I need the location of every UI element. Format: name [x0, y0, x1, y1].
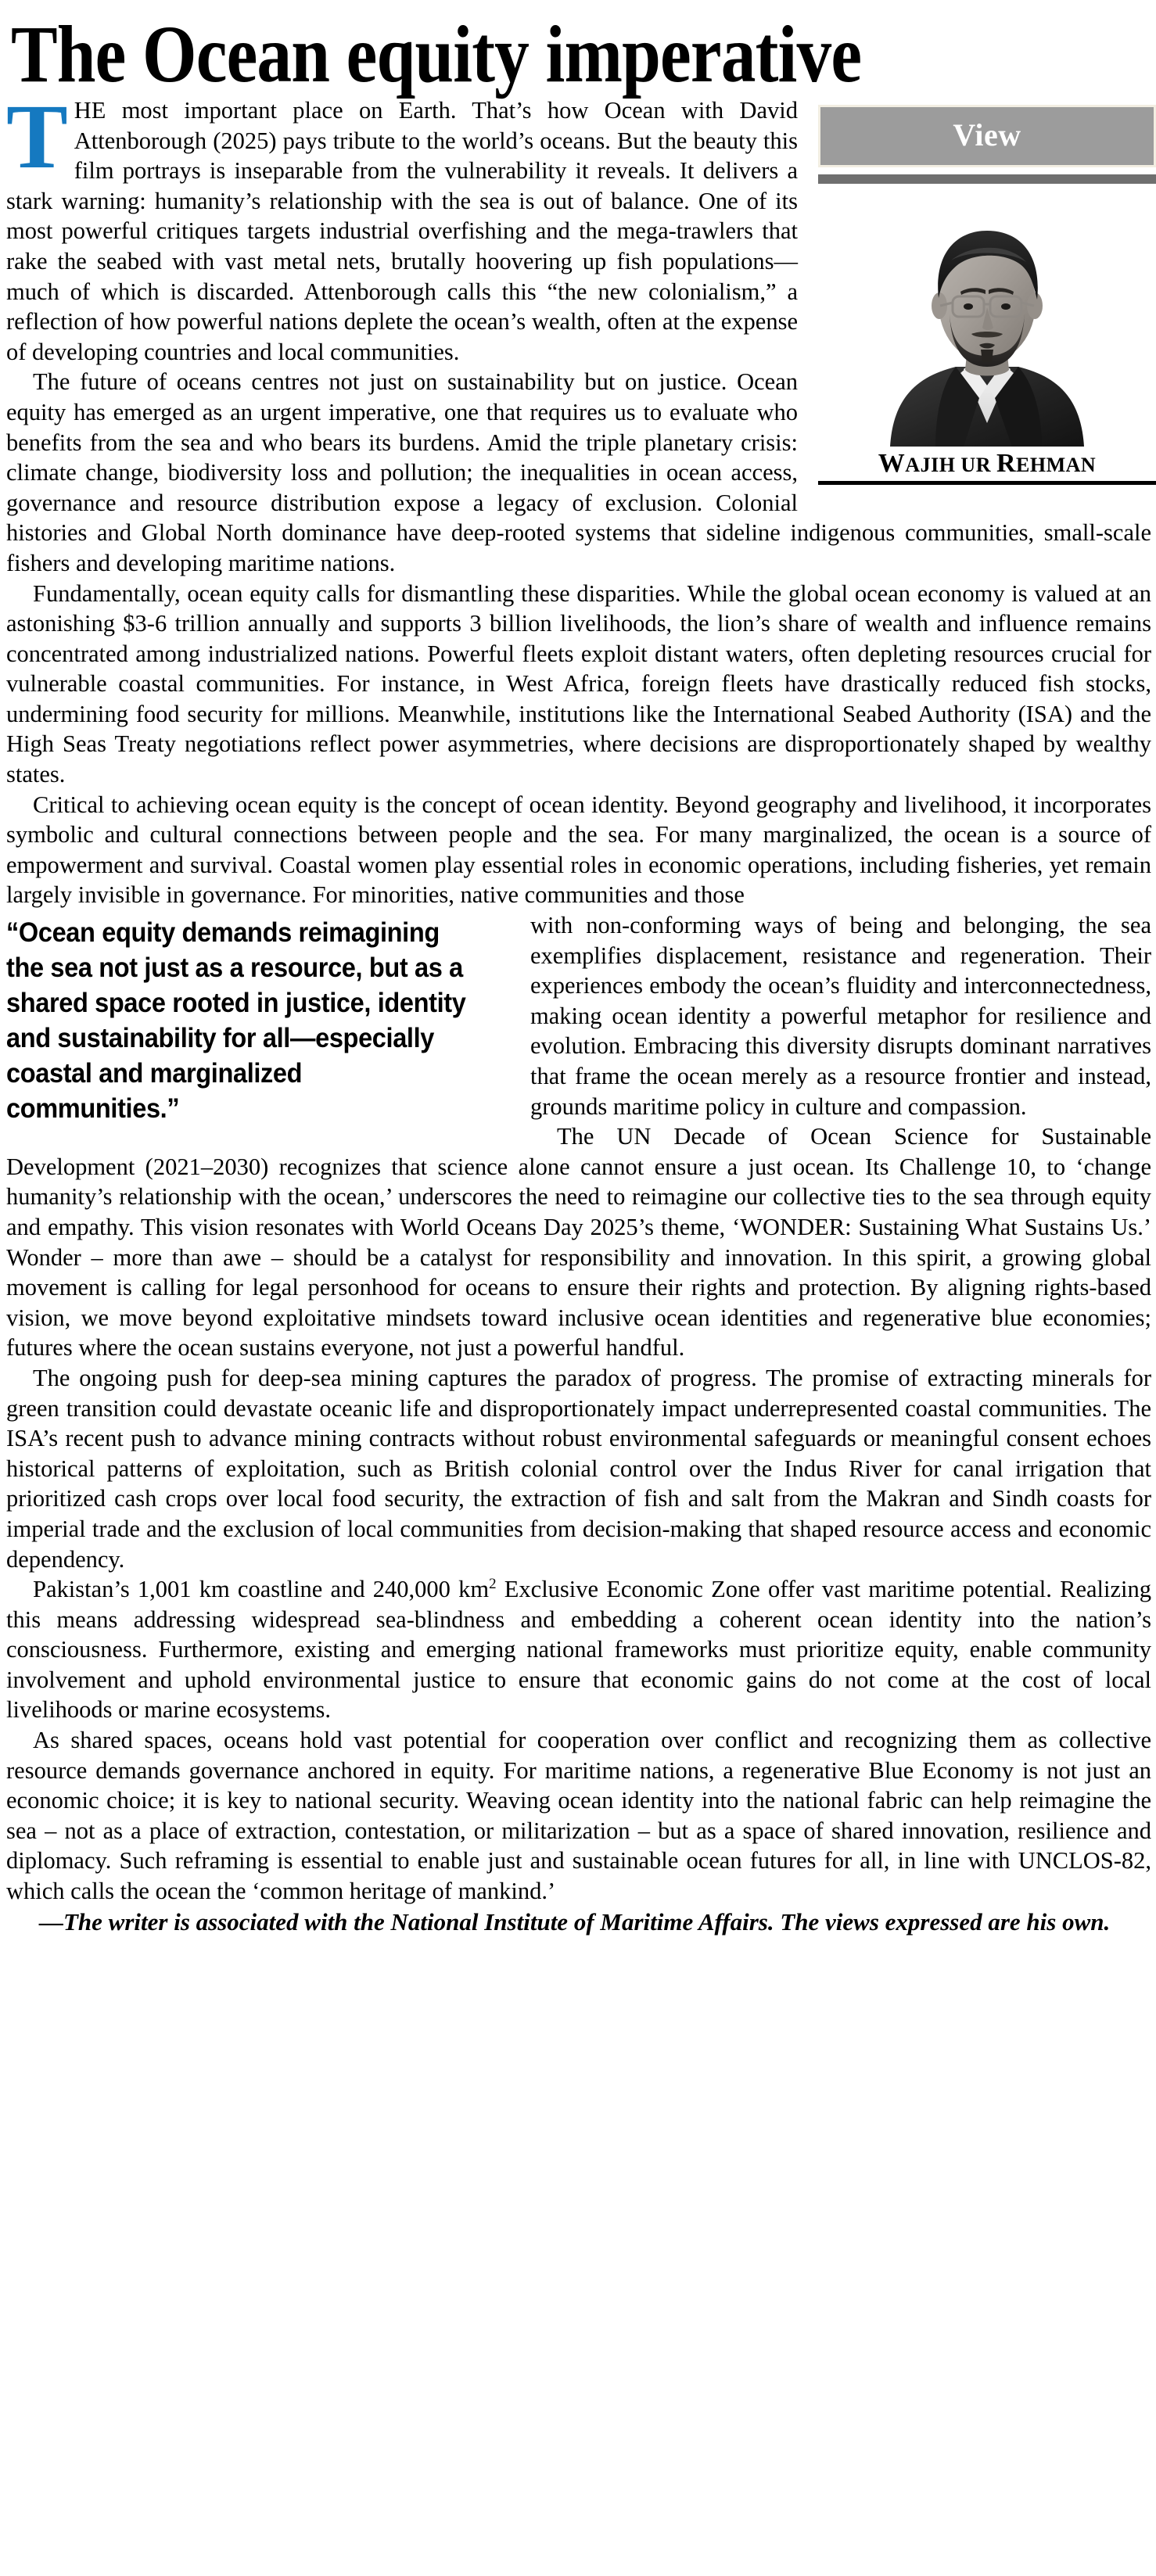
- paragraph-8-part-1: Pakistan’s 1,001 km coastline and 240,000 km: [33, 1576, 490, 1603]
- author-name-rest-1: AJIH UR: [905, 454, 996, 476]
- paragraph-9: As shared spaces, oceans hold vast potential for cooperation over conflict and recognizing them as collective resource demands governance anchored in equity. For maritime nations, a regenerative Blue Economy is not just an economic choice; it is key to national security. Weaving ocean identity into the national fabric can help reimagine the sea – not as a place of extraction, contestation, or militarization – but as a space of shared innovation, resilience and diplomacy. Such reframing is essential to enable just and sustainable ocean futures for all, in line with UNCLOS-82, which calls the ocean the ‘common heritage of mankind.’: [6, 1727, 1151, 1905]
- view-banner-frame: [818, 105, 1156, 167]
- paragraph-2: The future of oceans centres not just on sustainability but on justice. Ocean equity has emerged as an urgent imperative, one that requires us to evaluate who benefits from the sea and who bears its burdens. Amid the triple planetary crisis: climate change, biodiversity loss and pollution; the inequalities in ocean access, governance and resource distribution expose a legacy of exclusion. Colonial histories and Global North dominance have deep-rooted systems that sideline indigenous communities, small-scale fishers and developing maritime nations.: [6, 368, 1151, 576]
- paragraph-7: The ongoing push for deep-sea mining captures the paradox of progress. The promise of extracting minerals for green transition could devastate oceanic life and disproportionately impact underrepresented coastal communities. The ISA’s recent push to advance mining contracts without robust environmental safeguards or meaningful consent echoes historical patterns of exploitation, such as British colonial control over the Indus River for canal irrigation that prioritized cash crops over local food security, the extraction of fish and salt from the Makran and Sindh coasts for imperial trade and the exclusion of local communities from decision-making that shaped resource access and economic dependency.: [6, 1364, 1151, 1573]
- paragraph-8: [6, 1574, 1151, 1725]
- paragraph-1-text: HE most important place on Earth. That’s how Ocean with David Attenborough (2025) pays tribute to the world’s oceans. But the beauty this film portrays is inseparable from the vulnerability it reveals. It delivers a stark warning: humanity’s relationship with the sea is out of balance. One of its most powerful critiques targets industrial overfishing and the mega-trawlers that rake the seabed with vast metal nets, brutally hoovering up fish populations—much of which is discarded. Attenborough calls this “the new colonialism,” a reflection of how powerful nations deplete the ocean’s wealth, often at the expense of developing countries and local communities.: [6, 97, 798, 365]
- paragraph-4: Critical to achieving ocean equity is the concept of ocean identity. Beyond geography and livelihood, it incorporates symbolic and cultural connections between people and the sea. For many marginalized, the ocean is a source of empowerment and survival. Coastal women play essential roles in economic operations, including fisheries, yet remain largely invisible in governance. For minorities, native communities and those: [6, 791, 1151, 909]
- page-title: The Ocean equity imperative: [11, 9, 862, 99]
- author-rail: [818, 105, 1156, 485]
- square-kilometre-superscript: 2: [489, 1575, 497, 1592]
- paragraph-5: with non-conforming ways of being and belonging, the sea exemplifies displacement, resistance and regeneration. Their experiences embody the ocean’s fluidity and interconnectedness, making ocean identity a powerful metaphor for resilience and evolution. Embracing this diversity disrupts dominant narratives that frame the ocean merely as a resource frontier and instead, grounds maritime policy in culture and compassion.: [530, 912, 1151, 1120]
- drop-cap: T: [6, 85, 68, 188]
- author-attribution-note: —The writer is associated with the National Institute of Maritime Affairs. The views expressed are his own.: [39, 1907, 1111, 1936]
- pull-quote: “Ocean equity demands reimagining the sea not just as a resource, but as a shared space rooted in justice, identity and sustainability for all—especially coastal and marginalized communities.”: [6, 917, 466, 1125]
- author-name-initial-1: W: [878, 449, 906, 478]
- paragraph-6: The UN Decade of Ocean Science for Sustainable Development (2021–2030) recognizes that science alone cannot ensure a just ocean. Its Challenge 10, to ‘change humanity’s relationship with the ocean,’ underscores the need to reimagine our collective ties to the sea through equity and empathy. This vision resonates with World Oceans Day 2025’s theme, ‘WONDER: Sustaining What Sustains Us.’ Wonder – more than awe – should be a catalyst for responsibility and innovation. In this spirit, a growing global movement is calling for legal personhood for oceans to ensure their rights and protection. By aligning rights-based vision, we move beyond exploitative mindsets toward inclusive ocean identities and regenerative blue economies; futures where the ocean sustains everyone, not just a powerful handful.: [6, 1123, 1151, 1362]
- paragraph-8-part-2: Exclusive Economic Zone offer vast maritime potential. Realizing this means addressing widespread sea-blindness and embedding a coherent ocean identity into the nation’s consciousness. Furthermore, existing and emerging national frameworks must prioritize equity, enable community involvement and uphold environmental justice to ensure that economic gains do not come at the cost of local livelihoods or marine ecosystems.: [6, 1576, 1151, 1724]
- section-banner-label: View: [820, 107, 1154, 165]
- article-page: [0, 9, 1156, 1937]
- paragraph-3: Fundamentally, ocean equity calls for dismantling these disparities. While the global ocean economy is valued at an astonishing $3-6 trillion annually and supports 3 billion livelihoods, the lion’s share of wealth and influence remains concentrated among industrialized nations. Powerful fleets exploit distant waters, often depleting resources crucial for vulnerable coastal communities. For instance, in West Africa, foreign fleets have drastically reduced fish stocks, undermining food security for millions. Meanwhile, institutions like the International Seabed Authority (ISA) and the High Seas Treaty negotiations reflect power asymmetries, where decisions are disproportionately shaped by wealthy states.: [6, 579, 1151, 788]
- author-byline: [818, 450, 1156, 485]
- author-photo: [818, 188, 1156, 447]
- author-name-initial-2: R: [996, 449, 1017, 478]
- author-name-rest-2: EHMAN: [1016, 454, 1097, 476]
- author-portrait-image: [818, 188, 1156, 447]
- banner-underrule: [818, 174, 1156, 184]
